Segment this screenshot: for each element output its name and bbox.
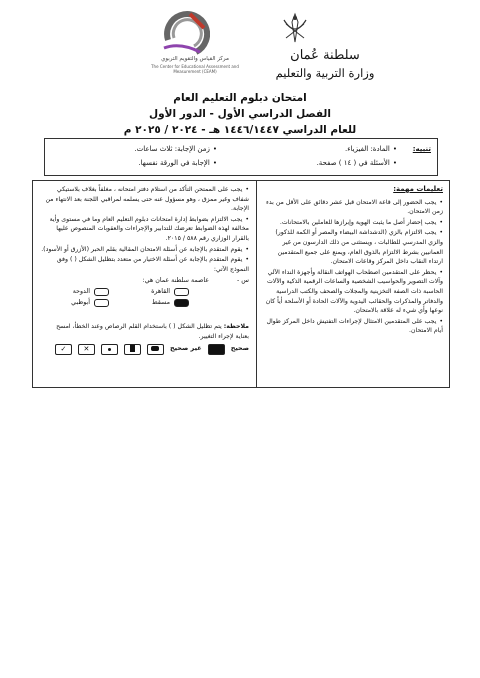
sample-option-label: الدوحة [72, 288, 90, 296]
tick-example-icon: ✓ [55, 344, 72, 355]
sample-option-2 [73, 287, 109, 297]
incorrect-label: غير صحيح [169, 344, 202, 353]
notice-pages: • الأسئلة في ( ١٤ ) صفحة. [317, 159, 397, 167]
instruction-item: • يجب إحضار أصل ما يثبت الهوية وإبرازها للعاملين بالامتحانات. [263, 218, 443, 228]
instructions-right-column [263, 185, 443, 337]
instruction-item: • يقوم المتقدم بالإجابة عن أسئلة الامتحان المقالية بقلم الحبر (الأزرق أو الأسود). [41, 245, 249, 255]
instruction-item: • يجب على المتقدمين الامتثال لإجراءات التفتيش داخل المركز طوال أيام الامتحان. [263, 317, 443, 336]
instruction-item: • يقوم المتقدم بالإجابة عن أسئلة الاختيار من متعدد بتظليل الشكل ( ) وفق النموذج الآتي: [41, 255, 249, 274]
ceam-name-ar: مركز القياس والتقويم التربوي [161, 56, 229, 62]
instructions-box [32, 180, 450, 388]
sample-q-label: س - [237, 277, 249, 285]
sample-option-1 [151, 287, 189, 297]
ministry-name-line1: سلطنة عُمان [290, 48, 360, 63]
note-label: ملاحظة: [223, 323, 249, 331]
correct-label: صحيح [230, 344, 249, 353]
option-bubble [94, 288, 109, 296]
shading-examples [41, 344, 249, 355]
notice-label: تنبيه: [412, 145, 431, 153]
cross-example-icon: ✕ [78, 344, 95, 355]
notice-time: • زمن الإجابة: ثلاث ساعات. [134, 145, 217, 153]
notice-answer-location: • الإجابة في الورقة نفسها. [138, 159, 217, 167]
instructions-left-column [41, 185, 249, 355]
academic-year: للعام الدراسي ١٤٤٦/١٤٤٧ هـ - ٢٠٢٤ / ٢٠٢٥ م [123, 124, 357, 136]
notice-box [44, 138, 438, 176]
ceam-logo [110, 6, 250, 86]
option-bubble [174, 288, 189, 296]
ministry-name-line2: وزارة التربية والتعليم [275, 66, 375, 80]
sample-option-4 [71, 298, 109, 308]
ceam-name-en: The Center for Educational Assessment and Measurement (CEAM) [151, 64, 239, 74]
note-text: يتم تظليل الشكل ( ) باستخدام القلم الرصاص وعند الخطأ، امسح بعناية لإجراء التغيير. [56, 323, 249, 340]
correct-example-icon [208, 344, 225, 355]
ceam-globe-icon [160, 8, 210, 58]
instruction-item: • يجب الالتزام بضوابط إدارة امتحانات دبلوم التعليم العام وما في مستوى وأية مخالفة لهذه الضوابط تعرضك للتدابير والإجراءات والعقوبات المنصوص عليها بالقرار الوزاري رقم ٥٨٨ / ٢٠١٥. [41, 215, 249, 244]
sample-option-label: مسقط [151, 299, 170, 307]
instruction-item: • يحظر على المتقدمين اصطحاب الهواتف النقالة وأجهزة النداء الآلي وآلات التصوير والحواسيب الشخصية والساعات الرقمية الذكية والآلات الحاسبة ذات الصفة التخزينية والمجلات والصحف والكتب الدراسية والدفاتر والمذكرات والحقائب اليدوية والآلات الحادة أو الأسلحة أياً كان نوعها وأي شيء له علاقة بالامتحان. [263, 268, 443, 316]
instructions-title: تعليمات مهمة: [393, 185, 443, 193]
exam-title: امتحان دبلوم التعليم العام [173, 92, 307, 104]
instruction-item: • يجب على الممتحن التأكد من استلام دفتر امتحانه ، مغلفاً بغلاف بلاستيكي شفاف وغير ممزق ، وهو مسؤول عنه حتى يسلمه لمراقبي اللجنة بعد الانتهاء من الإجابة. [41, 185, 249, 214]
semester-line: الفصل الدراسي الأول - الدور الأول [149, 108, 331, 120]
sample-option-label: القاهرة [151, 288, 170, 296]
dot-example-icon [101, 344, 118, 355]
sample-option-3 [152, 298, 189, 308]
instruction-item: • يجب الالتزام بالزي (الدشداشة البيضاء والمصر أو الكمة للذكور) والزي المدرسي للطالبات ، ويستثنى من ذلك الدارسون من غير العمانيين بشرط الالتزام بالذوق العام، ويمنع على جميع المتقدمين ارتداء النقاب داخل المركز وقاعات الامتحان. [263, 228, 443, 266]
ministry-emblem-icon [280, 12, 310, 46]
sample-question-text: عاصمة سلطنة عمان هي: [142, 277, 209, 285]
half-fill-example-icon [124, 344, 141, 355]
sample-option-label: أبوظبي [71, 299, 90, 307]
column-divider [256, 181, 257, 387]
option-bubble [94, 299, 109, 307]
sample-question [41, 276, 249, 322]
instruction-item: • يجب الحضور إلى قاعة الامتحان قبل عشر دقائق على الأقل من بدء زمن الامتحان. [263, 198, 443, 217]
notice-subject: • المادة: الفيزياء. [345, 145, 397, 153]
option-bubble-filled [174, 299, 189, 307]
partial-fill-example-icon [147, 344, 164, 355]
ministry-logo [260, 8, 390, 88]
